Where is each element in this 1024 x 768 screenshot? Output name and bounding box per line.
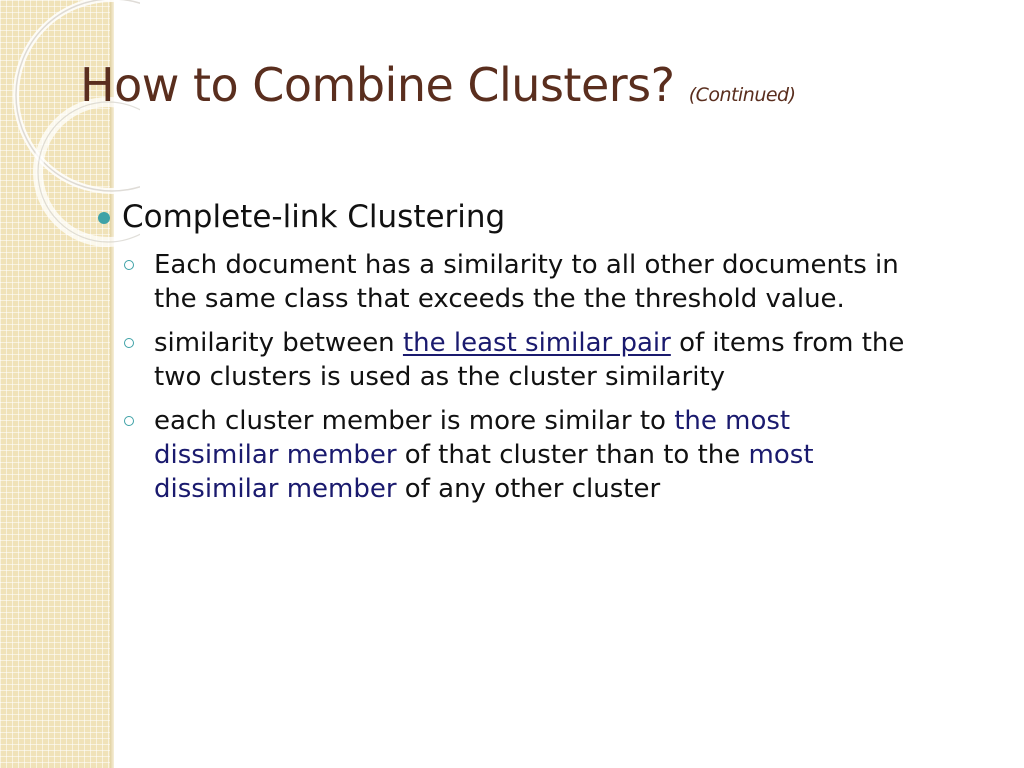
- bullet-dot-icon: [98, 212, 110, 224]
- sub-bullet-text: similarity between the least similar pair of items from the two clusters is used as the cluster similarity: [154, 328, 905, 392]
- slide-title: [80, 58, 796, 112]
- sub-bullet-list: [118, 248, 992, 506]
- slide-title-note: (Continued): [688, 84, 796, 106]
- ring-bullet-icon: [124, 338, 134, 348]
- bullet-complete-link: [92, 198, 992, 236]
- slide-title-text: How to Combine Clusters?: [80, 58, 675, 112]
- bullet-text: Complete-link Clustering: [122, 199, 506, 235]
- sub-bullet-item: [118, 404, 918, 506]
- sub-bullet-item: [118, 326, 918, 394]
- slide-content: [92, 198, 992, 516]
- least-similar-pair-link[interactable]: the least similar pair: [402, 328, 671, 358]
- ring-bullet-icon: [124, 260, 134, 270]
- sub-bullet-item: [118, 248, 918, 316]
- sub-bullet-text: each cluster member is more similar to the most dissimilar member of that cluster than to the most dissimilar member of any other cluster: [154, 406, 814, 504]
- ring-bullet-icon: [124, 416, 134, 426]
- highlight-most-dissimilar-member: the most dissimilar member: [154, 406, 791, 470]
- highlight-most-dissimilar-member-2: most dissimilar member: [154, 440, 814, 504]
- sub-bullet-text: Each document has a similarity to all other documents in the same class that exceeds the the threshold value.: [154, 250, 899, 314]
